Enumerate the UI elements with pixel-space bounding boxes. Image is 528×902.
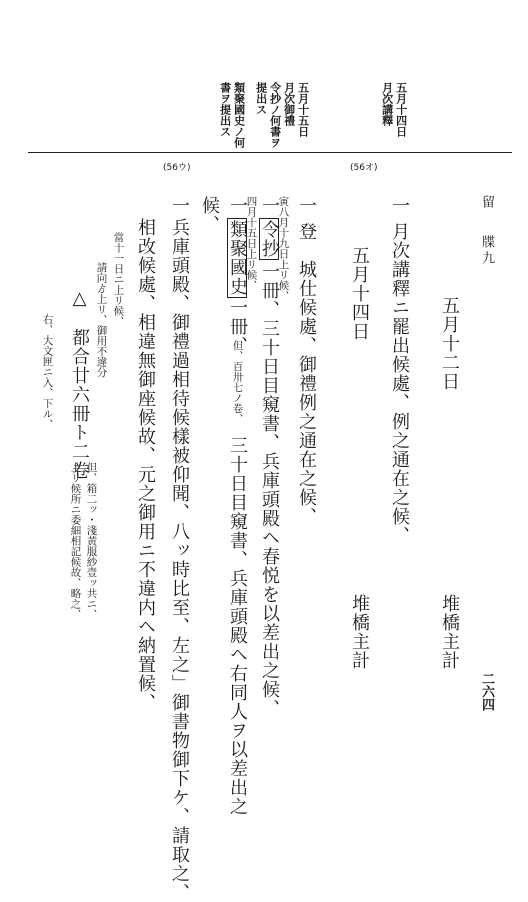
entry-1-text: 月次講釋ニ罷出候處、例之通在之候、 [389, 222, 410, 545]
entry-2-mark: 一 [296, 196, 317, 215]
entry-4-small-note: 但、百卅七ノ卷、 [231, 340, 244, 424]
entry-5-continuation: 相改候處、相違無御座候故、元之御用ニ不違内ヘ納置候、 [135, 218, 156, 712]
book-title: 留 [479, 195, 494, 208]
entry-3-text: 一冊、三十日目窺書、兵庫頭殿ヘ春悦を以差出之候、 [259, 262, 280, 718]
signer-first: 堆橋主計 [439, 594, 460, 670]
entry-3-boxed-title: 令抄 [259, 220, 280, 258]
folio-mark-56u: (56ウ) [163, 163, 191, 173]
entry-4-boxed-title: 類聚國史 [227, 220, 248, 296]
header-note-56u-line3: 令抄ノ何書ヲ [268, 82, 282, 148]
header-note-56o-line2: 月次講釋 [380, 82, 394, 126]
signer-second: 堆橋主計 [349, 594, 370, 670]
header-note-56u-line6: 書ヲ提出ス [218, 82, 232, 137]
entry-4-continuation: 候、 [199, 196, 220, 234]
note-date: 當十一日ニ上リ候、 [112, 232, 125, 327]
entry-4-text-a: 一冊、 [227, 298, 248, 355]
header-note-56u-line1: 五月十五日 [296, 82, 310, 137]
header-note-56u-line2: 月次御禮 [282, 82, 296, 126]
page-number: 二六四 [479, 672, 494, 711]
header-note-56u-line4: 提出ス [254, 82, 268, 115]
folio-mark-56o: (56オ) [350, 163, 378, 173]
volume-label: 牒九 [479, 235, 494, 267]
final-line: 右、大文匣ニ入、下ル、 [41, 314, 54, 430]
header-rule [28, 152, 512, 153]
triangle-mark: △ [69, 288, 90, 310]
entry-4-text-b: 三十日目窺書、兵庫頭殿ヘ右同人ヲ以差出之 [227, 436, 248, 816]
entry-3-mark: 一 [259, 196, 280, 215]
total-count: 都合廿六冊ト二卷 [69, 328, 90, 480]
entry-4-mark: 一 [227, 196, 248, 215]
header-note-56u-line5: 類聚國史ノ何 [232, 82, 246, 148]
entry-5-text: 兵庫頭殿、御禮過相待候樣被仰聞、八ッ時比至、左之」御書物御下ケ、請取之、 [169, 218, 190, 902]
entry-1-mark: 一 [389, 196, 410, 215]
header-note-56o-line1: 五月十四日 [394, 82, 408, 137]
entry-5-mark: 一 [169, 196, 190, 215]
entry-3-subnote: 寅八月十九日上リ候、 [277, 196, 290, 301]
total-note-2: 上リ候所ニ委細相記候故、略之、 [69, 462, 82, 620]
total-note-1: 但、箱二ッ・淺黄服紗壹ッ共ニ、 [85, 462, 98, 620]
note-request: 請向ゟ上リ、御用不違分 [95, 262, 108, 378]
date-twelfth: 五月十二日 [439, 296, 460, 391]
entry-2-text: 登 城仕候處、御禮例之通在之候、 [296, 222, 317, 526]
entry-4-subnote: 四月十五日上リ候、 [245, 196, 258, 291]
date-fourteenth: 五月十四日 [349, 246, 370, 341]
